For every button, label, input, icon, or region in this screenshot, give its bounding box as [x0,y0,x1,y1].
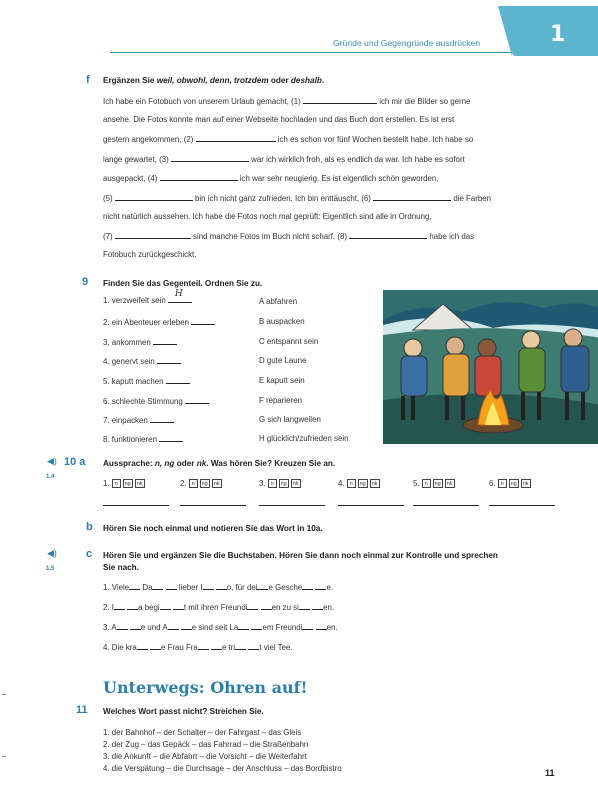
gap-6[interactable] [373,193,451,201]
ex9-left-5: 5. kaputt machen [103,376,190,386]
letter-gap[interactable] [238,622,249,630]
letter-gap[interactable] [127,602,138,610]
checkbox-nk[interactable]: nk [522,480,529,487]
ex9-gap-2[interactable] [191,317,215,325]
checkbox-n[interactable]: n [422,479,431,488]
ex11-item-4: 4. die Verspätung – die Durchsage – der Anschluss – das Bordbistro [103,764,342,773]
gap-4[interactable] [160,173,238,181]
ex11-item-1: 1. der Bahnhof – der Schalter – der Fahrgast – das Gleis [103,728,302,737]
exercise-10c-label: c [86,548,93,560]
checkbox-nk[interactable]: nk [371,480,378,487]
answer-line-6[interactable] [489,505,555,506]
audio-speaker-icon[interactable]: ◀) [47,548,57,558]
letter-gap[interactable] [302,582,313,590]
gap-1[interactable] [303,96,377,104]
audio-speaker-icon[interactable]: ◀) [47,456,57,466]
letter-gap[interactable] [152,582,163,590]
exercise-11-label: 11 [76,704,88,716]
letter-gap[interactable] [312,602,323,610]
ex-f-line-7: nicht natürlich aussehen. Ich habe die Fotos noch mal geprüft: Eigentlich sind alle in Ordnung, [103,212,432,221]
answer-line-4[interactable] [338,505,404,506]
letter-gap[interactable] [150,642,161,650]
ex9-left-2: 2. ein Abenteuer erleben [103,317,215,327]
checkbox-ng[interactable]: ng [124,480,131,487]
checkbox-nk[interactable]: nk [292,480,299,487]
ex-f-line-6: (5) bin ich nicht ganz zufrieden. Ich bin enttäuscht, (6) die Farben [103,194,492,203]
letter-gap[interactable] [235,642,246,650]
exercise-9-title: Finden Sie das Gegenteil. Ordnen Sie zu. [103,279,263,288]
ex-f-line-2: ansehe. Die Fotos konnte man auf einer Webseite hochladen und das Buch dort erstellen. Es ist erst [103,115,455,124]
checkbox-n[interactable]: n [268,479,277,488]
ex9-right-e: E kaputt sein [259,376,305,385]
letter-gap[interactable] [257,582,268,590]
exercise-10b-label: b [86,521,93,533]
ex9-right-b: B auspacken [259,317,305,326]
checkbox-ng[interactable]: ng [201,480,208,487]
section-title: Unterwegs: Ohren auf! [103,678,308,697]
ex9-right-d: D gute Laune [259,356,307,365]
letter-gap[interactable] [216,582,227,590]
answer-line-2[interactable] [180,505,246,506]
checkbox-n[interactable]: n [112,479,121,488]
ex11-item-3: 3. die Ankunft – die Abfahrt – die Vorsicht – die Weiterfahrt [103,752,307,761]
answer-line-5[interactable] [413,505,479,506]
exercise-10a-title: Aussprache: n, ng oder nk. Was hören Sie? Kreuzen Sie an. [103,459,336,468]
exercise-10b-title: Hören Sie noch einmal und notieren Sie das Wort in 10a. [103,524,323,533]
ex9-gap-1[interactable] [168,289,192,303]
ex9-left-3: 3. ankommen [103,337,177,347]
letter-gap[interactable] [173,602,184,610]
ex9-left-1: 1. verzweifelt sein H [103,295,192,305]
ex10c-line-3: 3. A e und A e sind seit La em Freundi en. [103,623,338,632]
answer-line-1[interactable] [103,505,169,506]
letter-gap[interactable] [181,622,192,630]
letter-gap[interactable] [248,642,259,650]
ex10c-line-1: 1. Viele Da lieber I o, für dei e Gesche e. [103,583,334,592]
gap-2[interactable] [196,134,276,142]
gap-8[interactable] [349,231,427,239]
campfire-illustration [383,290,598,444]
ex9-right-a: A abfahren [259,297,298,306]
letter-gap[interactable] [160,602,171,610]
choice-item-6: 6. n ng nk [489,479,529,488]
letter-gap[interactable] [117,622,128,630]
exercise-9-label: 9 [82,276,89,288]
exercise-10c-title-2: Sie nach. [103,563,139,572]
checkbox-ng[interactable]: ng [280,480,287,487]
ex10c-line-4: 4. Die kra e Frau Fra e tri t viel Tee. [103,643,293,652]
page-header-title: Gründe und Gegengründe ausdrücken [333,38,481,48]
header-rule [110,52,512,53]
letter-gap[interactable] [211,642,222,650]
checkbox-ng[interactable]: ng [510,480,517,487]
gap-5[interactable] [115,193,193,201]
example-answer: H [174,289,183,299]
ex9-right-c: C entspannt sein [259,337,319,346]
choice-item-4: 4. n ng nk [338,479,378,488]
ex9-gap-6[interactable] [185,396,209,404]
margin-tick [2,694,6,695]
ex9-left-8: 8. funktionieren [103,434,183,444]
ex10c-line-2: 2. I a begi t mit ihren Freundi en zu si en. [103,603,335,612]
letter-gap[interactable] [137,642,148,650]
ex9-left-6: 6. schlechte Stimmung [103,396,209,406]
ex9-left-4: 4. genervt sein [103,356,181,366]
ex9-right-f: F reparieren [259,396,302,405]
letter-gap[interactable] [315,582,326,590]
checkbox-nk[interactable]: nk [136,480,143,487]
audio-track-number: 1.5 [46,566,55,572]
letter-gap[interactable] [129,582,140,590]
letter-gap[interactable] [247,602,258,610]
letter-gap[interactable] [261,602,272,610]
exercise-10c-title-1: Hören Sie und ergänzen Sie die Buchstaben. Hören Sie dann noch einmal zur Kontrolle und sprechen [103,551,498,560]
checkbox-nk[interactable]: nk [446,480,453,487]
letter-gap[interactable] [299,602,310,610]
gap-3[interactable] [171,154,249,162]
choice-item-3: 3. n ng nk [259,479,299,488]
chapter-number: 1 [550,22,566,47]
ex11-item-2: 2. der Zug – das Gepäck – das Fahrrad – die Straßenbahn [103,740,309,749]
letter-gap[interactable] [114,602,125,610]
letter-gap[interactable] [130,622,141,630]
letter-gap[interactable] [203,582,214,590]
audio-track-number: 1.4 [46,474,55,480]
letter-gap[interactable] [251,622,262,630]
exercise-f-title: Ergänzen Sie weil, obwohl, denn, trotzdem oder deshalb. [103,76,325,85]
letter-gap[interactable] [168,622,179,630]
ex-f-line-5: ausgepackt, (4) ich war sehr neugierig. Es ist eigentlich schön geworden, [103,174,439,183]
checkbox-ng[interactable]: ng [434,480,441,487]
ex-f-line-8: (7) sind manche Fotos im Buch nicht scharf. (8) habe ich das [103,232,475,241]
choice-item-5: 5. n ng nk [413,479,453,488]
letter-gap[interactable] [316,622,327,630]
ex9-left-7: 7. einpacken [103,415,174,425]
checkbox-n[interactable]: n [498,479,507,488]
choice-item-2: 2. n ng nk [180,479,220,488]
gap-7[interactable] [115,231,191,239]
ex9-gap-3[interactable] [153,337,177,345]
ex9-gap-8[interactable] [159,434,183,442]
margin-tick [2,756,6,757]
ex9-right-h: H glücklich/zufrieden sein [259,434,349,443]
exercise-f-label: f [86,74,90,86]
checkbox-n[interactable]: n [347,479,356,488]
ex-f-line-3: gestern angekommen, (2) ich es schon vor fünf Wochen bestellt habe. Ich habe so [103,135,474,144]
page-number: 11 [545,768,555,778]
checkbox-n[interactable]: n [189,479,198,488]
ex9-gap-4[interactable] [157,356,181,364]
ex9-right-g: G sich langweilen [259,415,321,424]
letter-gap[interactable] [198,642,209,650]
ex-f-line-4: lange gewartet, (3) war ich wirklich froh, als es endlich da war. Ich habe es sofort [103,155,465,164]
choice-item-1: 1. n ng nk [103,479,143,488]
ex9-gap-5[interactable] [166,376,190,384]
letter-gap[interactable] [166,582,177,590]
checkbox-nk[interactable]: nk [213,480,220,487]
letter-gap[interactable] [302,622,313,630]
exercise-10a-label: 10 a [64,456,86,468]
answer-line-3[interactable] [259,505,325,506]
ex-f-line-1: Ich habe ein Fotobuch von unserem Urlaub gemacht, (1) ich mir die Bilder so gerne [103,97,471,106]
ex9-gap-7[interactable] [150,415,174,423]
checkbox-ng[interactable]: ng [359,480,366,487]
ex-f-line-9: Fotobuch zurückgeschickt. [103,250,197,259]
exercise-11-title: Welches Wort passt nicht? Streichen Sie. [103,707,264,716]
